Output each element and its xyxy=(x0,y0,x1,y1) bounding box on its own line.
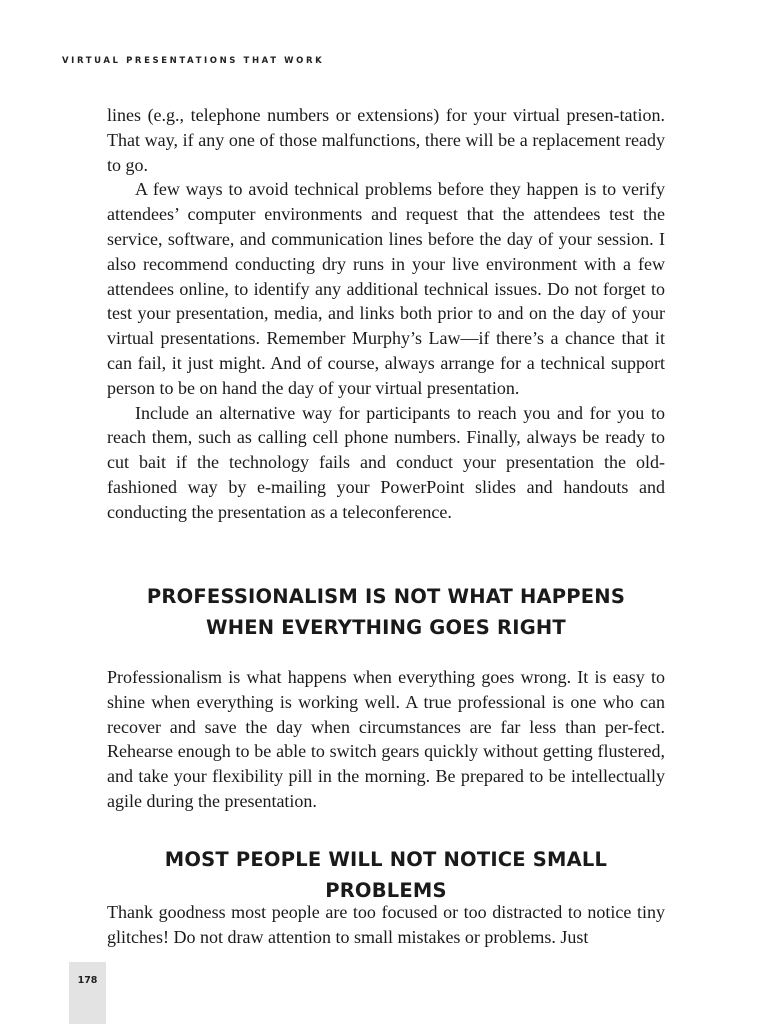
professionalism-text-block xyxy=(107,665,665,814)
section-heading-small-problems: MOST PEOPLE WILL NOT NOTICE SMALL PROBLEMS xyxy=(164,848,608,902)
small-problems-text-block xyxy=(107,900,665,950)
intro-text-block xyxy=(107,103,665,525)
page-number: 178 xyxy=(77,975,98,986)
paragraph: A few ways to avoid technical problems before they happen is to verify attendees’ computer environments and request that the attendees test the service, software, and communication lines before the day of your session. I also recommend conducting dry runs in your live environment with a few attendees online, to identify any additional technical issues. Do not forget to test your presentation, media, and links both prior to and on the day of your virtual presentations. Remember Murphy’s Law—if there’s a chance that it can fail, it just might. And of course, always arrange for a technical support person to be on hand the day of your virtual presentation. xyxy=(107,179,665,398)
paragraph: lines (e.g., telephone numbers or extensions) for your virtual presen-tation. That way, if any one of those malfunctions, there will be a replacement ready to go. xyxy=(107,105,665,175)
paragraph: Include an alternative way for participants to reach you and for you to reach them, such as calling cell phone numbers. Finally, always be ready to cut bait if the technology fails and conduct your presentation the old-fashioned way by e-mailing your PowerPoint slides and handouts and conducting the presentation as a teleconference. xyxy=(107,402,665,522)
heading-line: PROFESSIONALISM IS NOT WHAT HAPPENS xyxy=(146,585,626,608)
heading-line: WHEN EVERYTHING GOES RIGHT xyxy=(206,616,566,639)
page-number-tab xyxy=(69,962,106,1024)
section-heading-professionalism xyxy=(107,581,665,643)
paragraph: Professionalism is what happens when everything goes wrong. It is easy to shine when everything is working well. A true professional is one who can recover and save the day when circumstances are far less than per-fect. Rehearse enough to be able to switch gears quickly without getting flustered, and take your flexibility pill in the morning. Be prepared to be intellectually agile during the presentation. xyxy=(107,667,665,811)
running-head: VIRTUAL PRESENTATIONS THAT WORK xyxy=(62,56,325,66)
paragraph: Thank goodness most people are too focused or too distracted to notice tiny glitches! Do not draw attention to small mistakes or problems. Just xyxy=(107,902,665,947)
